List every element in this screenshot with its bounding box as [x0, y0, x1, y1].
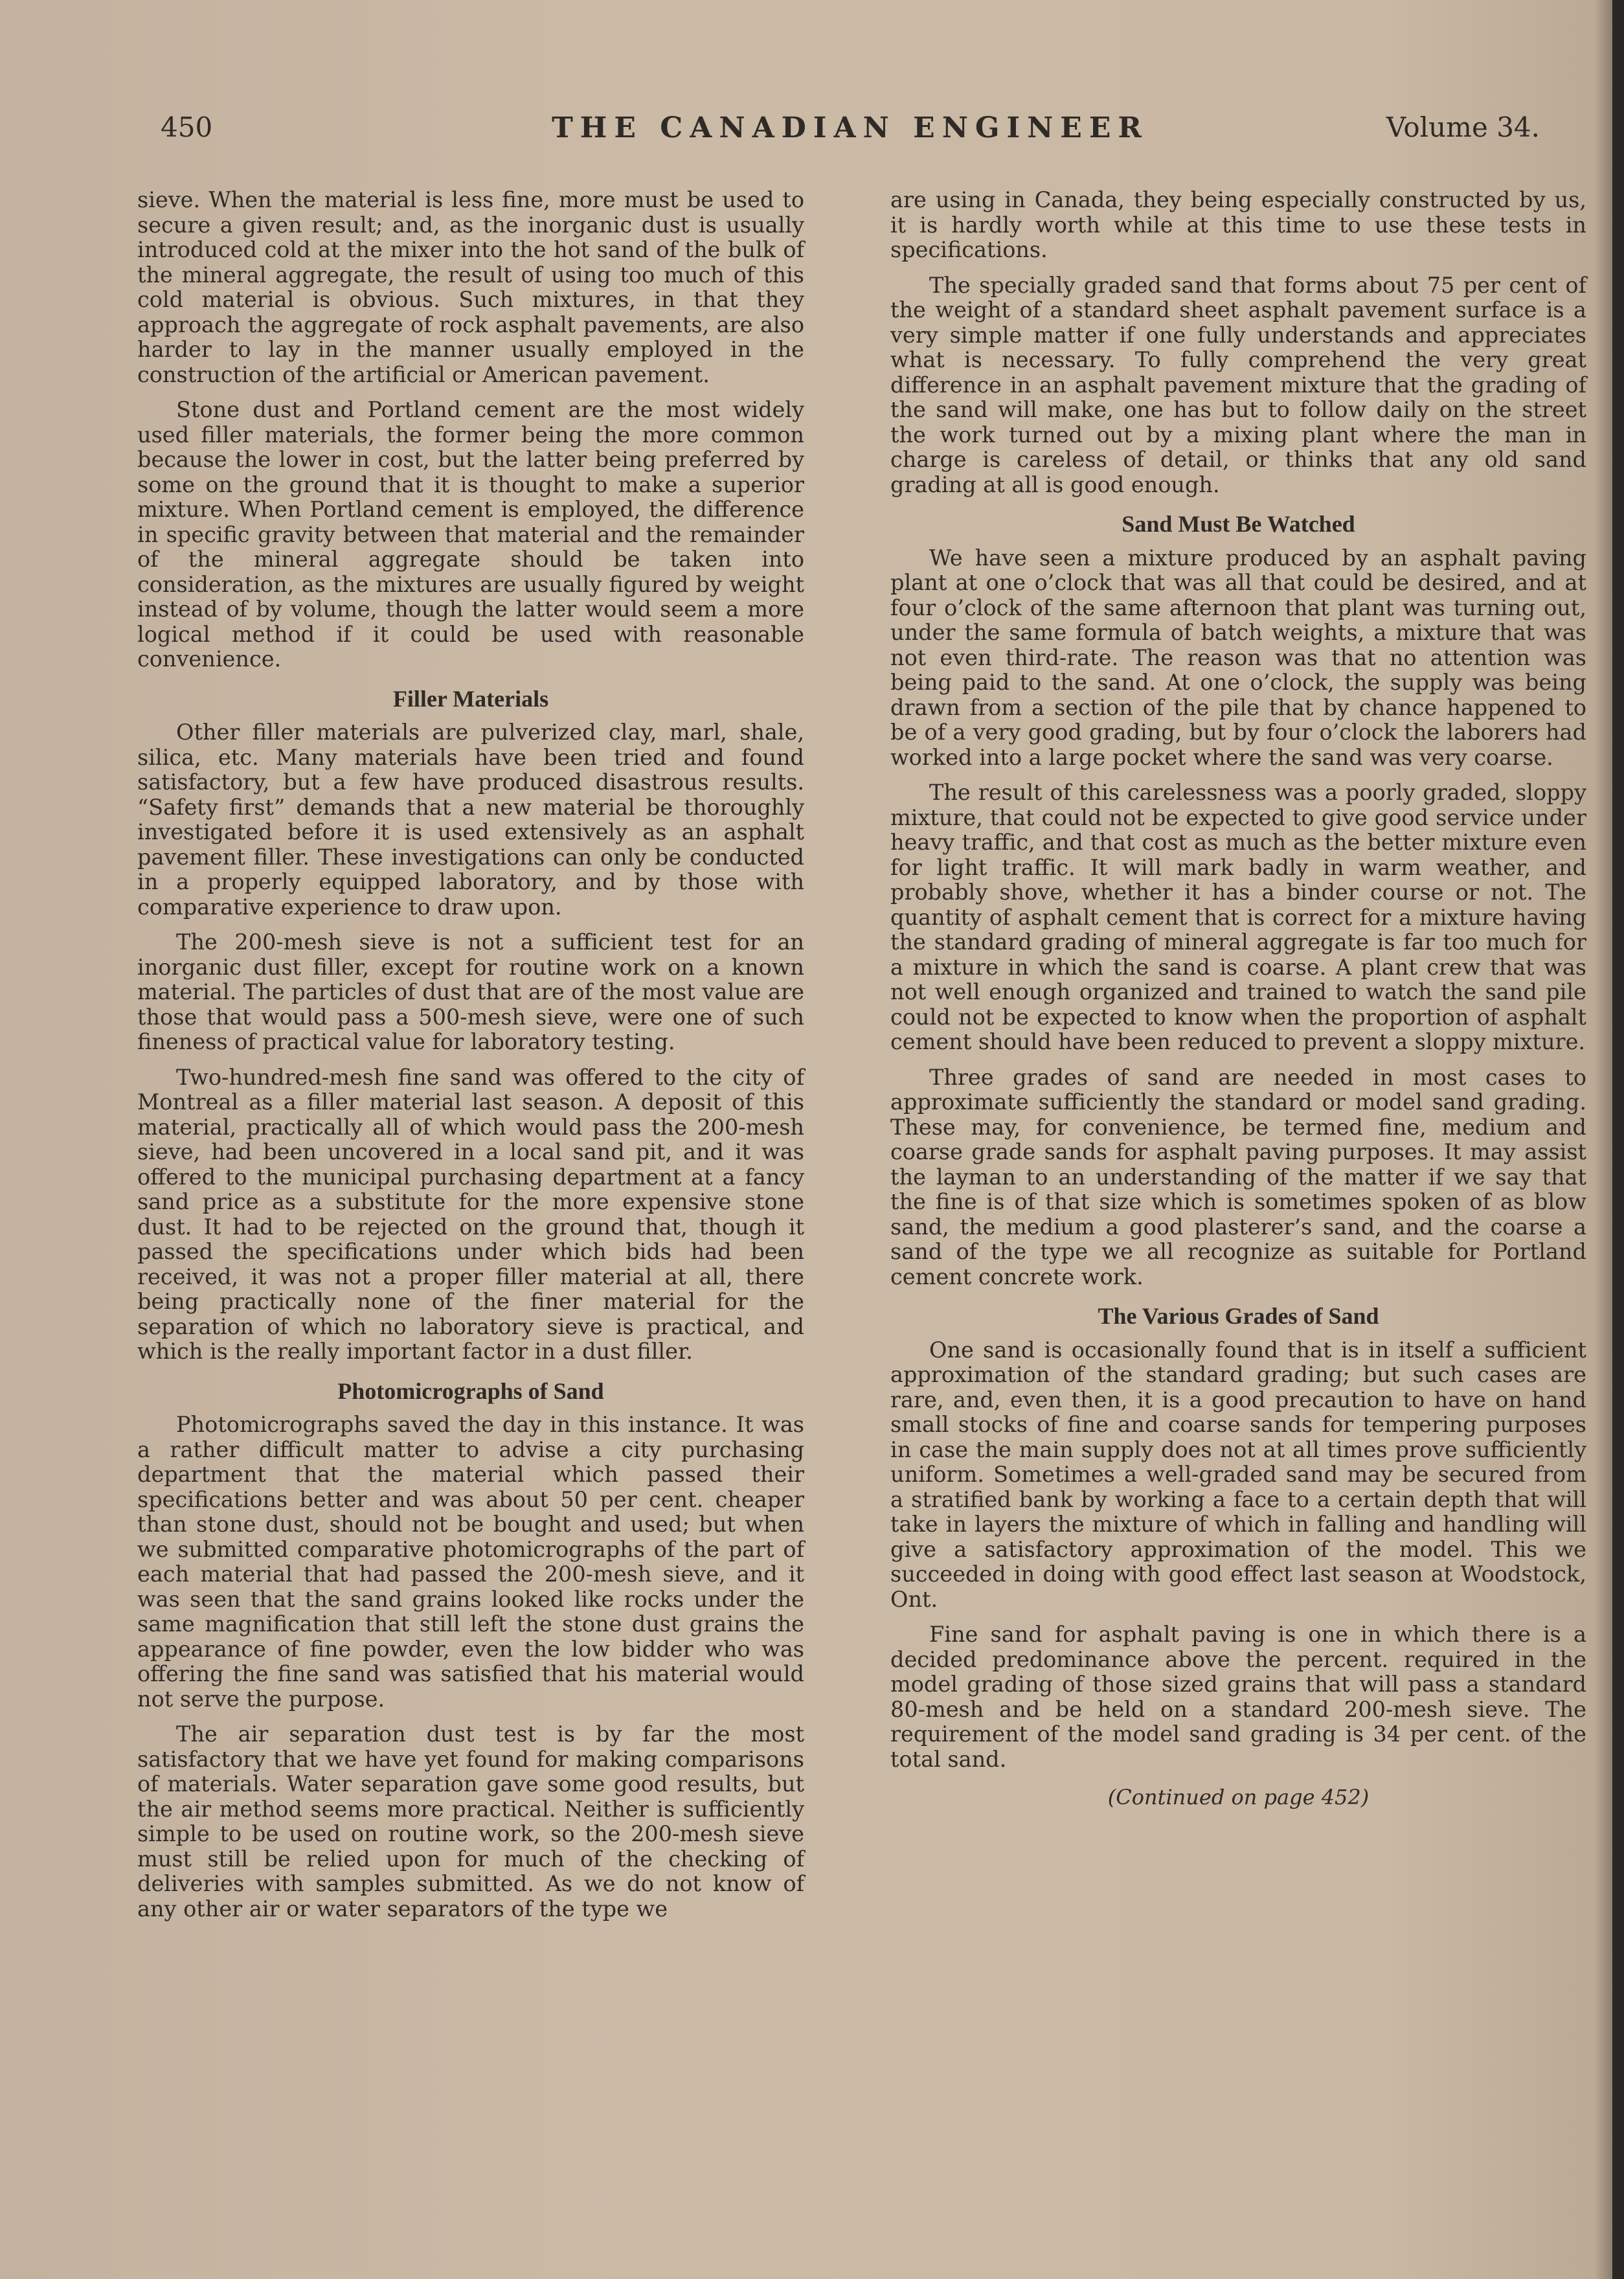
- paragraph: The air separation dust test is by far the most satisfactory that we have yet found for making comparisons of materials. Water separation gave some good results, but the air method seems more practical. Neither is sufficiently simple to be used on routine work, so the 200-mesh sieve must still be relied upon for much of the checking of deliveries with samples submitted. As we do not know of any other air or water separators of the type we: [137, 1721, 804, 1922]
- running-header: [161, 111, 1540, 157]
- right-column: [890, 188, 1586, 1810]
- paragraph: Three grades of sand are needed in most cases to approximate sufficiently the standard or model sand grading. These may, for convenience, be termed fine, medium and coarse grade sands for asphalt paving purposes. It may assist the layman to an understanding of the matter if we say that the fine is of that size which is sometimes spoken of as blow sand, the medium a good plasterer’s sand, and the coarse a sand of the type we all recognize as suitable for Portland cement concrete work.: [890, 1064, 1586, 1289]
- paragraph: Fine sand for asphalt paving is one in which there is a decided predominance above the percent. required in the model grading of those sized grains that will pass a standard 80-mesh and be held on a standard 200-mesh sieve. The requirement of the model sand grading is 34 per cent. of the total sand.: [890, 1622, 1586, 1772]
- journal-title: THE CANADIAN ENGINEER: [552, 111, 1149, 144]
- left-column: [137, 188, 804, 1932]
- paragraph: are using in Canada, they being especially constructed by us, it is hardly worth while at this time to use these tests in specifications.: [890, 187, 1586, 262]
- volume-label: Volume 34.: [1386, 111, 1540, 143]
- paragraph: Stone dust and Portland cement are the most widely used filler materials, the former being the more common because the lower in cost, but the latter being preferred by some on the ground that it is thought to make a superior mixture. When Portland cement is employed, the difference in specific gravity between that material and the remainder of the mineral aggregate should be taken into consideration, as the mixtures are usually figured by weight instead of by volume, though the latter would seem a more logical method if it could be used with reasonable convenience.: [137, 397, 804, 672]
- continued-notice: (Continued on page 452): [1107, 1785, 1370, 1809]
- page-binding-shadow: [1594, 0, 1612, 2279]
- section-heading: The Various Grades of Sand: [1098, 1303, 1379, 1329]
- page-number: 450: [161, 111, 213, 143]
- paragraph: Two-hundred-mesh fine sand was offered to the city of Montreal as a filler material last season. A deposit of this material, practically all of which would pass the 200-mesh sieve, had been uncovered in a local sand pit, and it was offered to the municipal purchasing department at a fancy sand price as a substitute for the more expensive stone dust. It had to be rejected on the ground that, though it passed the specifications under which bids had been received, it was not a proper filler material at all, there being practically none of the finer material for the separation of which no laboratory sieve is practical, and which is the really important factor in a dust filler.: [137, 1064, 804, 1364]
- page-edge: [1612, 0, 1624, 2279]
- paragraph: Other filler materials are pulverized clay, marl, shale, silica, etc. Many materials have been tried and found satisfactory, but a few have produced disastrous results. “Safety first” demands that a new material be thoroughly investigated before it is used extensively as an asphalt pavement filler. These investigations can only be conducted in a properly equipped laboratory, and by those with comparative experience to draw upon.: [137, 720, 804, 920]
- paragraph: The 200-mesh sieve is not a sufficient test for an inorganic dust filler, except for routine work on a known material. The particles of dust that are of the most value are those that would pass a 500-mesh sieve, were one of such fineness of practical value for laboratory testing.: [137, 929, 804, 1054]
- paragraph: The result of this carelessness was a poorly graded, sloppy mixture, that could not be expected to give good service under heavy traffic, and that cost as much as the better mixture even for light traffic. It will mark badly in warm weather, and probably shove, whether it has a binder course or not. The quantity of asphalt cement that is correct for a mixture having the standard grading of mineral aggregate is far too much for a mixture in which the sand is coarse. A plant crew that was not well enough organized and trained to watch the sand pile could not be expected to know when the proportion of asphalt cement should have been reduced to prevent a sloppy mixture.: [890, 780, 1586, 1054]
- section-heading: Filler Materials: [392, 685, 549, 712]
- section-heading: Sand Must Be Watched: [1122, 511, 1355, 537]
- section-heading: Photomicrographs of Sand: [337, 1378, 604, 1404]
- paragraph: One sand is occasionally found that is in itself a sufficient approximation of the standard grading; but such cases are rare, and, even then, it is a good precaution to have on hand small stocks of fine and coarse sands for tempering purposes in case the main supply does not at all times prove sufficiently uniform. Sometimes a well-graded sand may be secured from a stratified bank by working a face to a certain depth that will take in layers the mixture of which in falling and handling will give a satisfactory approximation of the model. This we succeeded in doing with good effect last season at Woodstock, Ont.: [890, 1337, 1586, 1612]
- paragraph: Photomicrographs saved the day in this instance. It was a rather difficult matter to advise a city purchasing department that the material which passed their specifications better and was about 50 per cent. cheaper than stone dust, should not be bought and used; but when we submitted comparative photomicrographs of the part of each material that had passed the 200-mesh sieve, and it was seen that the sand grains looked like rocks under the same magnification that still left the stone dust grains the appearance of fine powder, even the low bidder who was offering the fine sand was satisfied that his material would not serve the purpose.: [137, 1412, 804, 1712]
- paragraph: We have seen a mixture produced by an asphalt paving plant at one o’clock that was all that could be desired, and at four o’clock of the same afternoon that plant was turning out, under the same formula of batch weights, a mixture that was not even third-rate. The reason was that no attention was being paid to the sand. At one o’clock, the supply was being drawn from a section of the pile that by chance happened to be of a very good grading, but by four o’clock the laborers had worked into a large pocket where the sand was very coarse.: [890, 545, 1586, 770]
- paragraph: The specially graded sand that forms about 75 per cent of the weight of a standard sheet asphalt pavement surface is a very simple matter if one fully understands and appreciates what is necessary. To fully comprehend the very great difference in an asphalt pavement mixture that the grading of the sand will make, one has but to follow daily on the street the work turned out by a mixing plant where the man in charge is careless of detail, or thinks that any old sand grading at all is good enough.: [890, 272, 1586, 497]
- paragraph: sieve. When the material is less fine, more must be used to secure a given result; and, as the inorganic dust is usually introduced cold at the mixer into the hot sand of the bulk of the mineral aggregate, the result of using too much of this cold material is obvious. Such mixtures, in that they approach the aggregate of rock asphalt pavements, are also harder to lay in the manner usually employed in the construction of the artificial or American pavement.: [137, 187, 804, 387]
